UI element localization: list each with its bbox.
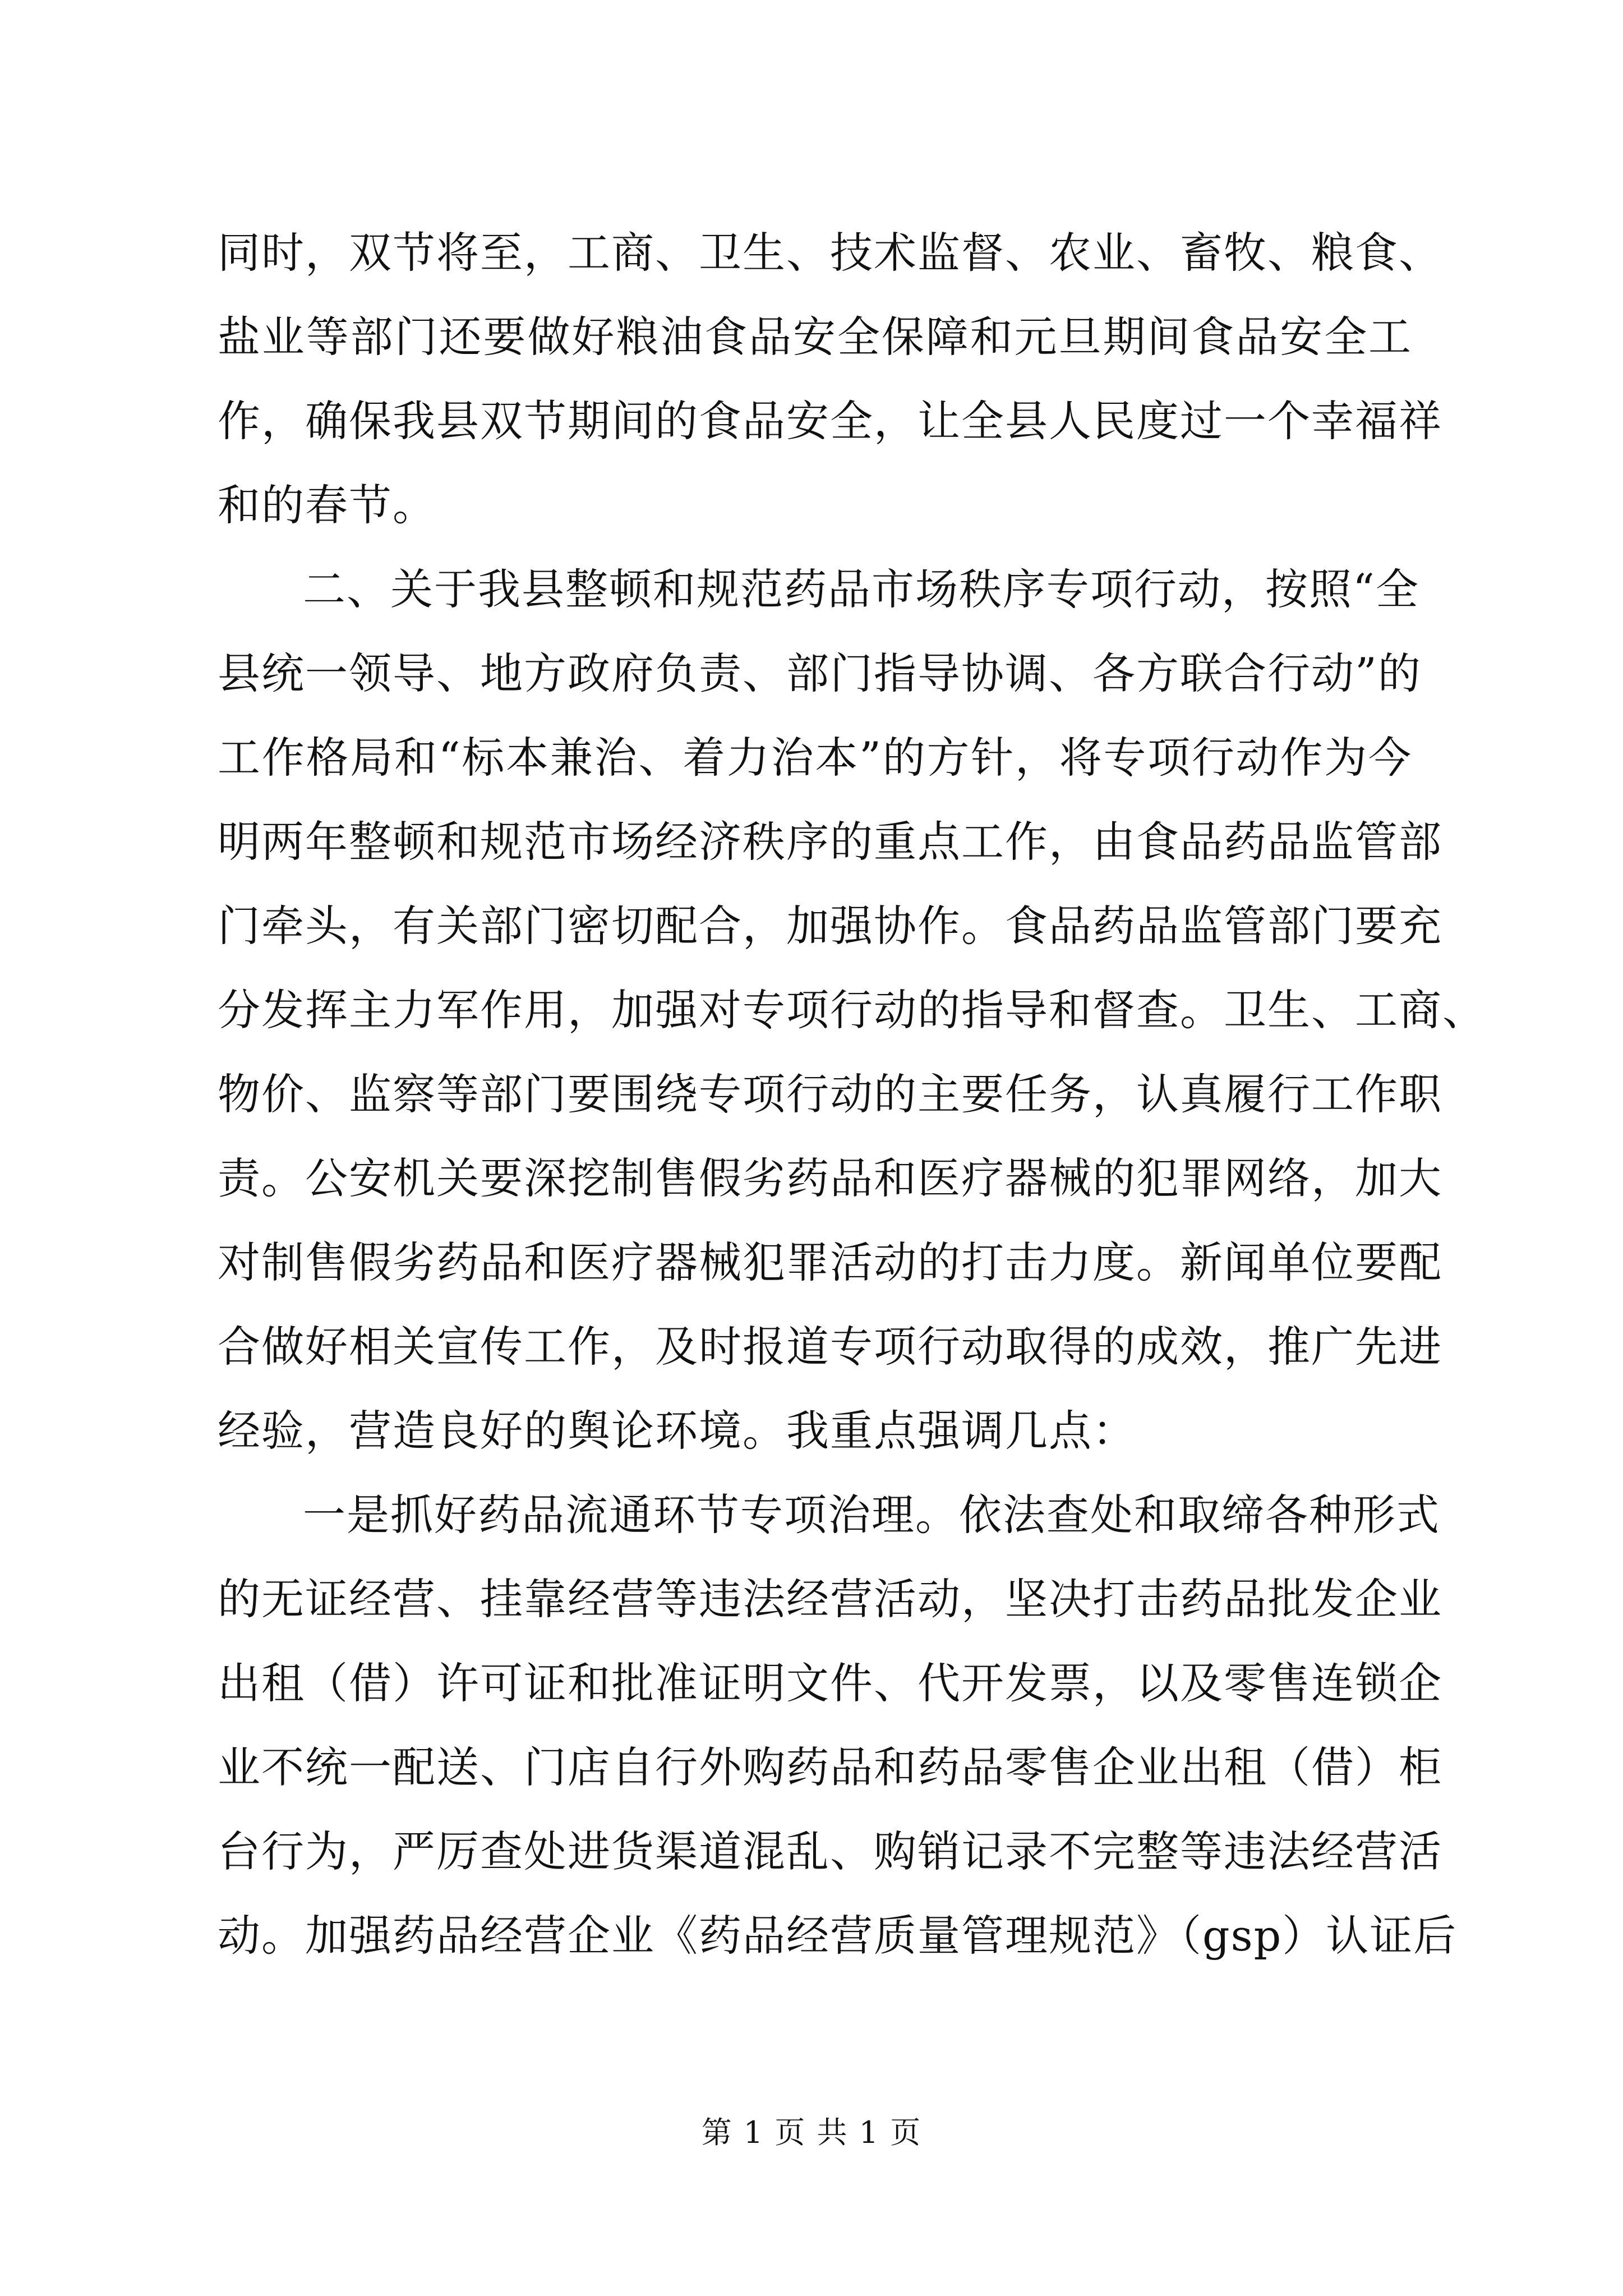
paragraph-2-line-4: 明两年整顿和规范市场经济秩序的重点工作，由食品药品监管部 xyxy=(218,817,1442,867)
paragraph-2-line-8: 责。公安机关要深挖制售假劣药品和医疗器械的犯罪网络，加大 xyxy=(218,1153,1442,1203)
paragraph-2-line-9: 对制售假劣药品和医疗器械犯罪活动的打击力度。新闻单位要配 xyxy=(218,1237,1442,1287)
paragraph-1-line-1: 同时，双节将至，工商、卫生、技术监督、农业、畜牧、粮食、 xyxy=(218,228,1442,278)
paragraph-3-line-4: 业不统一配送、门店自行外购药品和药品零售企业出租（借）柜 xyxy=(218,1742,1442,1792)
paragraph-2-line-2: 县统一领导、地方政府负责、部门指导协调、各方联合行动”的 xyxy=(218,648,1422,698)
paragraph-2-line-7: 物价、监察等部门要围绕专项行动的主要任务，认真履行工作职 xyxy=(218,1069,1442,1119)
paragraph-2-line-6: 分发挥主力军作用，加强对专项行动的指导和督查。卫生、工商、 xyxy=(218,985,1486,1035)
paragraph-2-line-10: 合做好相关宣传工作，及时报道专项行动取得的成效，推广先进 xyxy=(218,1322,1442,1372)
paragraph-1-line-4: 和的春节。 xyxy=(218,480,436,530)
paragraph-1-line-3: 作，确保我县双节期间的食品安全，让全县人民度过一个幸福祥 xyxy=(218,396,1442,446)
paragraph-3-line-3: 出租（借）许可证和批准证明文件、代开发票，以及零售连锁企 xyxy=(218,1658,1442,1708)
paragraph-3-line-5: 台行为，严厉查处进货渠道混乱、购销记录不完整等违法经营活 xyxy=(218,1826,1442,1876)
paragraph-3-line-1: 一是抓好药品流通环节专项治理。依法查处和取缔各种形式 xyxy=(303,1490,1440,1540)
paragraph-2-line-5: 门牵头，有关部门密切配合，加强协作。食品药品监管部门要充 xyxy=(218,901,1442,951)
page-footer: 第 1 页 共 1 页 xyxy=(701,2115,922,2150)
paragraph-2-line-3: 工作格局和“标本兼治、着力治本”的方针，将专项行动作为今 xyxy=(218,733,1412,783)
paragraph-1-line-2: 盐业等部门还要做好粮油食品安全保障和元旦期间食品安全工 xyxy=(218,312,1412,362)
paragraph-2-line-1: 二、关于我县整顿和规范药品市场秩序专项行动，按照“全 xyxy=(303,564,1419,614)
paragraph-3-line-2: 的无证经营、挂靠经营等违法经营活动，坚决打击药品批发企业 xyxy=(218,1574,1442,1624)
paragraph-3-line-6: 动。加强药品经营企业《药品经营质量管理规范》（gsp）认证后 xyxy=(218,1911,1458,1961)
paragraph-2-line-11: 经验，营造良好的舆论环境。我重点强调几点： xyxy=(218,1406,1136,1456)
